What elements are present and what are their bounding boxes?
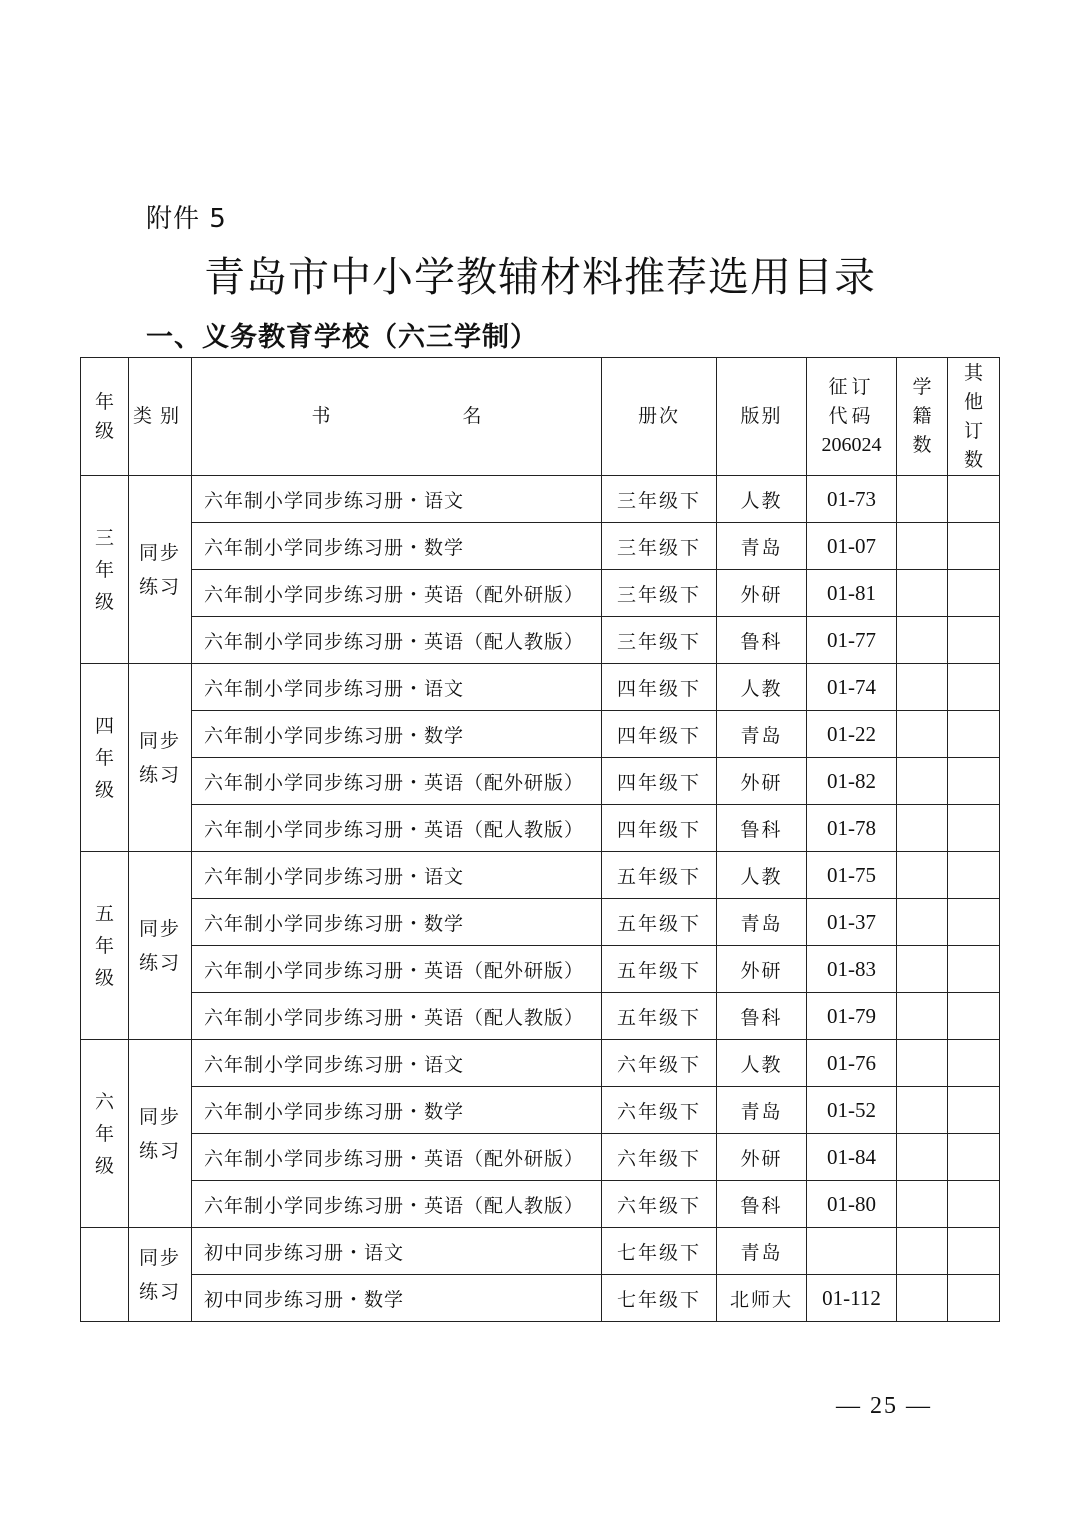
grade-cell-char: 三 bbox=[94, 526, 114, 549]
volume-cell: 五年级下 bbox=[602, 852, 717, 899]
header-other-count bbox=[948, 358, 1000, 476]
table-row bbox=[81, 476, 1000, 523]
book-name-cell: 六年制小学同步练习册・数学 bbox=[192, 1087, 602, 1134]
publisher-cell: 外研 bbox=[717, 946, 807, 993]
book-name-cell: 六年制小学同步练习册・语文 bbox=[192, 476, 602, 523]
volume-cell: 七年级下 bbox=[602, 1228, 717, 1275]
publisher-cell: 青岛 bbox=[717, 1087, 807, 1134]
order-code-cell: 01-78 bbox=[807, 805, 897, 852]
publisher-cell: 外研 bbox=[717, 758, 807, 805]
header-student-count-char: 籍 bbox=[912, 405, 932, 427]
category-line: 同步 bbox=[138, 917, 181, 940]
grade-cell-char: 年 bbox=[94, 746, 114, 769]
grade-cell-char: 级 bbox=[94, 966, 114, 989]
page-number: — 25 — bbox=[836, 1393, 932, 1419]
header-publisher: 版别 bbox=[717, 358, 807, 476]
volume-cell: 三年级下 bbox=[602, 570, 717, 617]
other-count-cell bbox=[948, 570, 1000, 617]
student-count-cell bbox=[897, 664, 948, 711]
other-count-cell bbox=[948, 993, 1000, 1040]
other-count-cell bbox=[948, 523, 1000, 570]
table-row bbox=[81, 758, 1000, 805]
student-count-cell bbox=[897, 1228, 948, 1275]
grade-cell-char: 五 bbox=[94, 902, 114, 925]
category-line: 同步 bbox=[138, 1105, 181, 1128]
header-grade-char: 年 bbox=[94, 390, 114, 413]
order-code-cell: 01-52 bbox=[807, 1087, 897, 1134]
publisher-cell: 青岛 bbox=[717, 711, 807, 758]
order-code-cell: 01-79 bbox=[807, 993, 897, 1040]
book-name-cell: 六年制小学同步练习册・数学 bbox=[192, 523, 602, 570]
order-code-cell: 01-112 bbox=[807, 1275, 897, 1322]
table-row bbox=[81, 946, 1000, 993]
table-row bbox=[81, 805, 1000, 852]
category-line: 同步 bbox=[138, 541, 181, 564]
student-count-cell bbox=[897, 758, 948, 805]
grade-cell bbox=[81, 852, 129, 1040]
publisher-cell: 青岛 bbox=[717, 1228, 807, 1275]
header-student-count-char: 数 bbox=[912, 434, 932, 456]
volume-cell: 六年级下 bbox=[602, 1134, 717, 1181]
order-code-cell: 01-84 bbox=[807, 1134, 897, 1181]
volume-cell: 六年级下 bbox=[602, 1181, 717, 1228]
category-line: 同步 bbox=[138, 729, 181, 752]
header-volume: 册次 bbox=[602, 358, 717, 476]
book-name-cell: 六年制小学同步练习册・英语（配外研版） bbox=[192, 758, 602, 805]
order-code-cell: 01-80 bbox=[807, 1181, 897, 1228]
table-row bbox=[81, 1181, 1000, 1228]
attachment-label: 附件 5 bbox=[146, 204, 227, 234]
header-book-name-part2: 名 bbox=[462, 405, 482, 427]
other-count-cell bbox=[948, 805, 1000, 852]
publisher-cell: 外研 bbox=[717, 570, 807, 617]
other-count-cell bbox=[948, 946, 1000, 993]
publisher-cell: 青岛 bbox=[717, 899, 807, 946]
student-count-cell bbox=[897, 805, 948, 852]
header-order-code-line3: 206024 bbox=[821, 434, 882, 456]
header-other-count-char: 数 bbox=[963, 448, 983, 471]
student-count-cell bbox=[897, 617, 948, 664]
student-count-cell bbox=[897, 993, 948, 1040]
student-count-cell bbox=[897, 1275, 948, 1322]
volume-cell: 五年级下 bbox=[602, 993, 717, 1040]
header-other-count-char: 订 bbox=[963, 419, 983, 442]
book-name-cell: 初中同步练习册・数学 bbox=[192, 1275, 602, 1322]
grade-cell bbox=[81, 476, 129, 664]
grade-cell bbox=[81, 1040, 129, 1228]
category-cell bbox=[129, 852, 192, 1040]
header-category: 类别 bbox=[129, 358, 192, 476]
publisher-cell: 鲁科 bbox=[717, 617, 807, 664]
category-cell bbox=[129, 664, 192, 852]
publisher-cell: 北师大 bbox=[717, 1275, 807, 1322]
header-book-name bbox=[192, 358, 602, 476]
volume-cell: 四年级下 bbox=[602, 711, 717, 758]
category-line: 同步 bbox=[138, 1246, 181, 1269]
student-count-cell bbox=[897, 1040, 948, 1087]
volume-cell: 三年级下 bbox=[602, 523, 717, 570]
header-order-code bbox=[807, 358, 897, 476]
volume-cell: 三年级下 bbox=[602, 476, 717, 523]
order-code-cell: 01-82 bbox=[807, 758, 897, 805]
other-count-cell bbox=[948, 899, 1000, 946]
book-name-cell: 六年制小学同步练习册・英语（配人教版） bbox=[192, 993, 602, 1040]
book-name-cell: 六年制小学同步练习册・英语（配外研版） bbox=[192, 1134, 602, 1181]
order-code-cell: 01-77 bbox=[807, 617, 897, 664]
header-other-count-char: 其 bbox=[963, 361, 983, 384]
order-code-cell: 01-07 bbox=[807, 523, 897, 570]
grade-cell-char: 级 bbox=[94, 778, 114, 801]
book-name-cell: 六年制小学同步练习册・英语（配人教版） bbox=[192, 1181, 602, 1228]
other-count-cell bbox=[948, 1134, 1000, 1181]
student-count-cell bbox=[897, 476, 948, 523]
publisher-cell: 人教 bbox=[717, 1040, 807, 1087]
grade-cell-char: 四 bbox=[94, 714, 114, 737]
category-line: 练习 bbox=[138, 575, 181, 598]
book-name-cell: 六年制小学同步练习册・英语（配外研版） bbox=[192, 570, 602, 617]
publisher-cell: 鲁科 bbox=[717, 1181, 807, 1228]
category-cell bbox=[129, 1040, 192, 1228]
grade-cell bbox=[81, 1228, 129, 1322]
category-line: 练习 bbox=[138, 951, 181, 974]
other-count-cell bbox=[948, 711, 1000, 758]
student-count-cell bbox=[897, 1181, 948, 1228]
header-order-code-line2: 代码 bbox=[828, 405, 875, 427]
order-code-cell: 01-73 bbox=[807, 476, 897, 523]
table-row bbox=[81, 1040, 1000, 1087]
order-code-cell: 01-22 bbox=[807, 711, 897, 758]
grade-cell-char: 年 bbox=[94, 558, 114, 581]
book-name-cell: 六年制小学同步练习册・数学 bbox=[192, 899, 602, 946]
table-row bbox=[81, 617, 1000, 664]
volume-cell: 五年级下 bbox=[602, 899, 717, 946]
order-code-cell: 01-75 bbox=[807, 852, 897, 899]
volume-cell: 七年级下 bbox=[602, 1275, 717, 1322]
publisher-cell: 人教 bbox=[717, 852, 807, 899]
publisher-cell: 鲁科 bbox=[717, 993, 807, 1040]
publisher-cell: 青岛 bbox=[717, 523, 807, 570]
book-name-cell: 六年制小学同步练习册・英语（配外研版） bbox=[192, 946, 602, 993]
table-row bbox=[81, 1275, 1000, 1322]
table-row bbox=[81, 1087, 1000, 1134]
other-count-cell bbox=[948, 476, 1000, 523]
book-name-cell: 六年制小学同步练习册・英语（配人教版） bbox=[192, 617, 602, 664]
header-student-count bbox=[897, 358, 948, 476]
grade-cell bbox=[81, 664, 129, 852]
order-code-cell: 01-83 bbox=[807, 946, 897, 993]
other-count-cell bbox=[948, 758, 1000, 805]
student-count-cell bbox=[897, 1087, 948, 1134]
header-row bbox=[81, 358, 1000, 476]
student-count-cell bbox=[897, 570, 948, 617]
student-count-cell bbox=[897, 523, 948, 570]
header-grade bbox=[81, 358, 129, 476]
header-other-count-char: 他 bbox=[963, 390, 983, 413]
other-count-cell bbox=[948, 852, 1000, 899]
grade-cell-char: 级 bbox=[94, 590, 114, 613]
table-row bbox=[81, 1134, 1000, 1181]
other-count-cell bbox=[948, 1275, 1000, 1322]
student-count-cell bbox=[897, 852, 948, 899]
order-code-cell bbox=[807, 1228, 897, 1275]
book-name-cell: 初中同步练习册・语文 bbox=[192, 1228, 602, 1275]
category-line: 练习 bbox=[138, 1280, 181, 1303]
volume-cell: 四年级下 bbox=[602, 664, 717, 711]
student-count-cell bbox=[897, 899, 948, 946]
publisher-cell: 人教 bbox=[717, 664, 807, 711]
publisher-cell: 鲁科 bbox=[717, 805, 807, 852]
other-count-cell bbox=[948, 1181, 1000, 1228]
publisher-cell: 外研 bbox=[717, 1134, 807, 1181]
book-name-cell: 六年制小学同步练习册・语文 bbox=[192, 664, 602, 711]
table-row bbox=[81, 711, 1000, 758]
grade-cell-char: 年 bbox=[94, 1122, 114, 1145]
header-student-count-char: 学 bbox=[912, 376, 932, 398]
category-cell bbox=[129, 1228, 192, 1322]
catalog-table bbox=[80, 357, 1000, 1322]
table-row bbox=[81, 852, 1000, 899]
book-name-cell: 六年制小学同步练习册・语文 bbox=[192, 1040, 602, 1087]
publisher-cell: 人教 bbox=[717, 476, 807, 523]
table-row bbox=[81, 523, 1000, 570]
order-code-cell: 01-74 bbox=[807, 664, 897, 711]
other-count-cell bbox=[948, 1040, 1000, 1087]
header-book-name-part1: 书 bbox=[311, 405, 331, 427]
order-code-cell: 01-37 bbox=[807, 899, 897, 946]
volume-cell: 三年级下 bbox=[602, 617, 717, 664]
document-title: 青岛市中小学教辅材料推荐选用目录 bbox=[204, 253, 876, 301]
table-row bbox=[81, 570, 1000, 617]
volume-cell: 六年级下 bbox=[602, 1087, 717, 1134]
header-grade-char: 级 bbox=[94, 419, 114, 442]
other-count-cell bbox=[948, 617, 1000, 664]
table-row bbox=[81, 1228, 1000, 1275]
book-name-cell: 六年制小学同步练习册・语文 bbox=[192, 852, 602, 899]
table-row bbox=[81, 899, 1000, 946]
student-count-cell bbox=[897, 1134, 948, 1181]
book-name-cell: 六年制小学同步练习册・数学 bbox=[192, 711, 602, 758]
other-count-cell bbox=[948, 664, 1000, 711]
volume-cell: 四年级下 bbox=[602, 758, 717, 805]
order-code-cell: 01-76 bbox=[807, 1040, 897, 1087]
order-code-cell: 01-81 bbox=[807, 570, 897, 617]
table-row bbox=[81, 993, 1000, 1040]
student-count-cell bbox=[897, 711, 948, 758]
volume-cell: 六年级下 bbox=[602, 1040, 717, 1087]
section-heading: 一、义务教育学校（六三学制） bbox=[146, 322, 538, 353]
book-name-cell: 六年制小学同步练习册・英语（配人教版） bbox=[192, 805, 602, 852]
category-line: 练习 bbox=[138, 763, 181, 786]
table-row bbox=[81, 664, 1000, 711]
grade-cell-char: 六 bbox=[94, 1090, 114, 1113]
other-count-cell bbox=[948, 1087, 1000, 1134]
grade-cell-char: 年 bbox=[94, 934, 114, 957]
volume-cell: 四年级下 bbox=[602, 805, 717, 852]
student-count-cell bbox=[897, 946, 948, 993]
header-order-code-line1: 征订 bbox=[828, 376, 875, 398]
grade-cell-char: 级 bbox=[94, 1154, 114, 1177]
category-line: 练习 bbox=[138, 1139, 181, 1162]
other-count-cell bbox=[948, 1228, 1000, 1275]
volume-cell: 五年级下 bbox=[602, 946, 717, 993]
category-cell bbox=[129, 476, 192, 664]
